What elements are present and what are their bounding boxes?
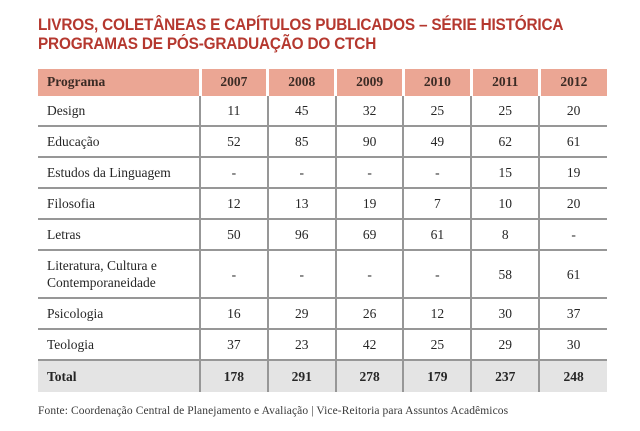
value-cell: 13 [268,188,336,219]
program-name-cell: Teologia [38,329,200,360]
value-cell: 29 [268,298,336,329]
value-cell: 69 [336,219,404,250]
page-title-line2: PROGRAMAS DE PÓS-GRADUAÇÃO DO CTCH [38,35,377,53]
value-cell: - [268,250,336,298]
value-cell: 20 [539,188,607,219]
column-header-2009: 2009 [336,69,404,96]
column-header-2010: 2010 [403,69,471,96]
value-cell: 30 [471,298,539,329]
table-row [38,126,607,157]
table-row [38,188,607,219]
table-row [38,250,607,298]
column-header-2012: 2012 [539,69,607,96]
total-value-cell: 291 [268,360,336,392]
program-name-cell: Estudos da Linguagem [38,157,200,188]
value-cell: 52 [200,126,268,157]
value-cell: 58 [471,250,539,298]
value-cell: 37 [539,298,607,329]
total-label-cell: Total [38,360,200,392]
value-cell: 61 [539,250,607,298]
program-name-cell: Educação [38,126,200,157]
page-title [38,16,567,54]
value-cell: 20 [539,96,607,126]
value-cell: 61 [539,126,607,157]
program-name-cell: Filosofia [38,188,200,219]
value-cell: - [539,219,607,250]
value-cell: 12 [403,298,471,329]
value-cell: 8 [471,219,539,250]
value-cell: 12 [200,188,268,219]
program-name-cell: Design [38,96,200,126]
value-cell: 50 [200,219,268,250]
value-cell: - [336,157,404,188]
program-name-cell: Literatura, Cultura e Contemporaneidade [38,250,200,298]
page-title-line1: LIVROS, COLETÂNEAS E CAPÍTULOS PUBLICADOS – SÉRIE HISTÓRICA [38,16,564,34]
table-row [38,157,607,188]
column-header-2007: 2007 [200,69,268,96]
value-cell: 11 [200,96,268,126]
table-row [38,219,607,250]
value-cell: 32 [336,96,404,126]
table-row [38,329,607,360]
table-footer [38,360,607,392]
value-cell: - [403,250,471,298]
value-cell: 45 [268,96,336,126]
column-header-2011: 2011 [471,69,539,96]
value-cell: 19 [336,188,404,219]
column-header-2008: 2008 [268,69,336,96]
value-cell: - [268,157,336,188]
value-cell: 25 [403,96,471,126]
value-cell: 61 [403,219,471,250]
value-cell: 10 [471,188,539,219]
total-value-cell: 278 [336,360,404,392]
value-cell: - [403,157,471,188]
program-name-cell: Letras [38,219,200,250]
source-note: Fonte: Coordenação Central de Planejamento e Avaliação | Vice-Reitoria para Assuntos Acadêmicos [38,405,509,417]
total-value-cell: 248 [539,360,607,392]
value-cell: 23 [268,329,336,360]
value-cell: 26 [336,298,404,329]
value-cell: 30 [539,329,607,360]
total-value-cell: 179 [403,360,471,392]
table-header [38,69,607,96]
data-table [38,69,607,392]
value-cell: 25 [403,329,471,360]
value-cell: 42 [336,329,404,360]
table-body [38,96,607,360]
value-cell: - [200,157,268,188]
total-value-cell: 178 [200,360,268,392]
total-row [38,360,607,392]
value-cell: 15 [471,157,539,188]
table-row [38,298,607,329]
value-cell: 62 [471,126,539,157]
value-cell: 25 [471,96,539,126]
column-header-programa: Programa [38,69,200,96]
value-cell: 37 [200,329,268,360]
value-cell: 29 [471,329,539,360]
value-cell: - [336,250,404,298]
value-cell: 16 [200,298,268,329]
value-cell: 19 [539,157,607,188]
header-row [38,69,607,96]
table-row [38,96,607,126]
total-value-cell: 237 [471,360,539,392]
program-name-cell: Psicologia [38,298,200,329]
value-cell: 7 [403,188,471,219]
value-cell: 90 [336,126,404,157]
value-cell: 96 [268,219,336,250]
value-cell: - [200,250,268,298]
value-cell: 49 [403,126,471,157]
value-cell: 85 [268,126,336,157]
